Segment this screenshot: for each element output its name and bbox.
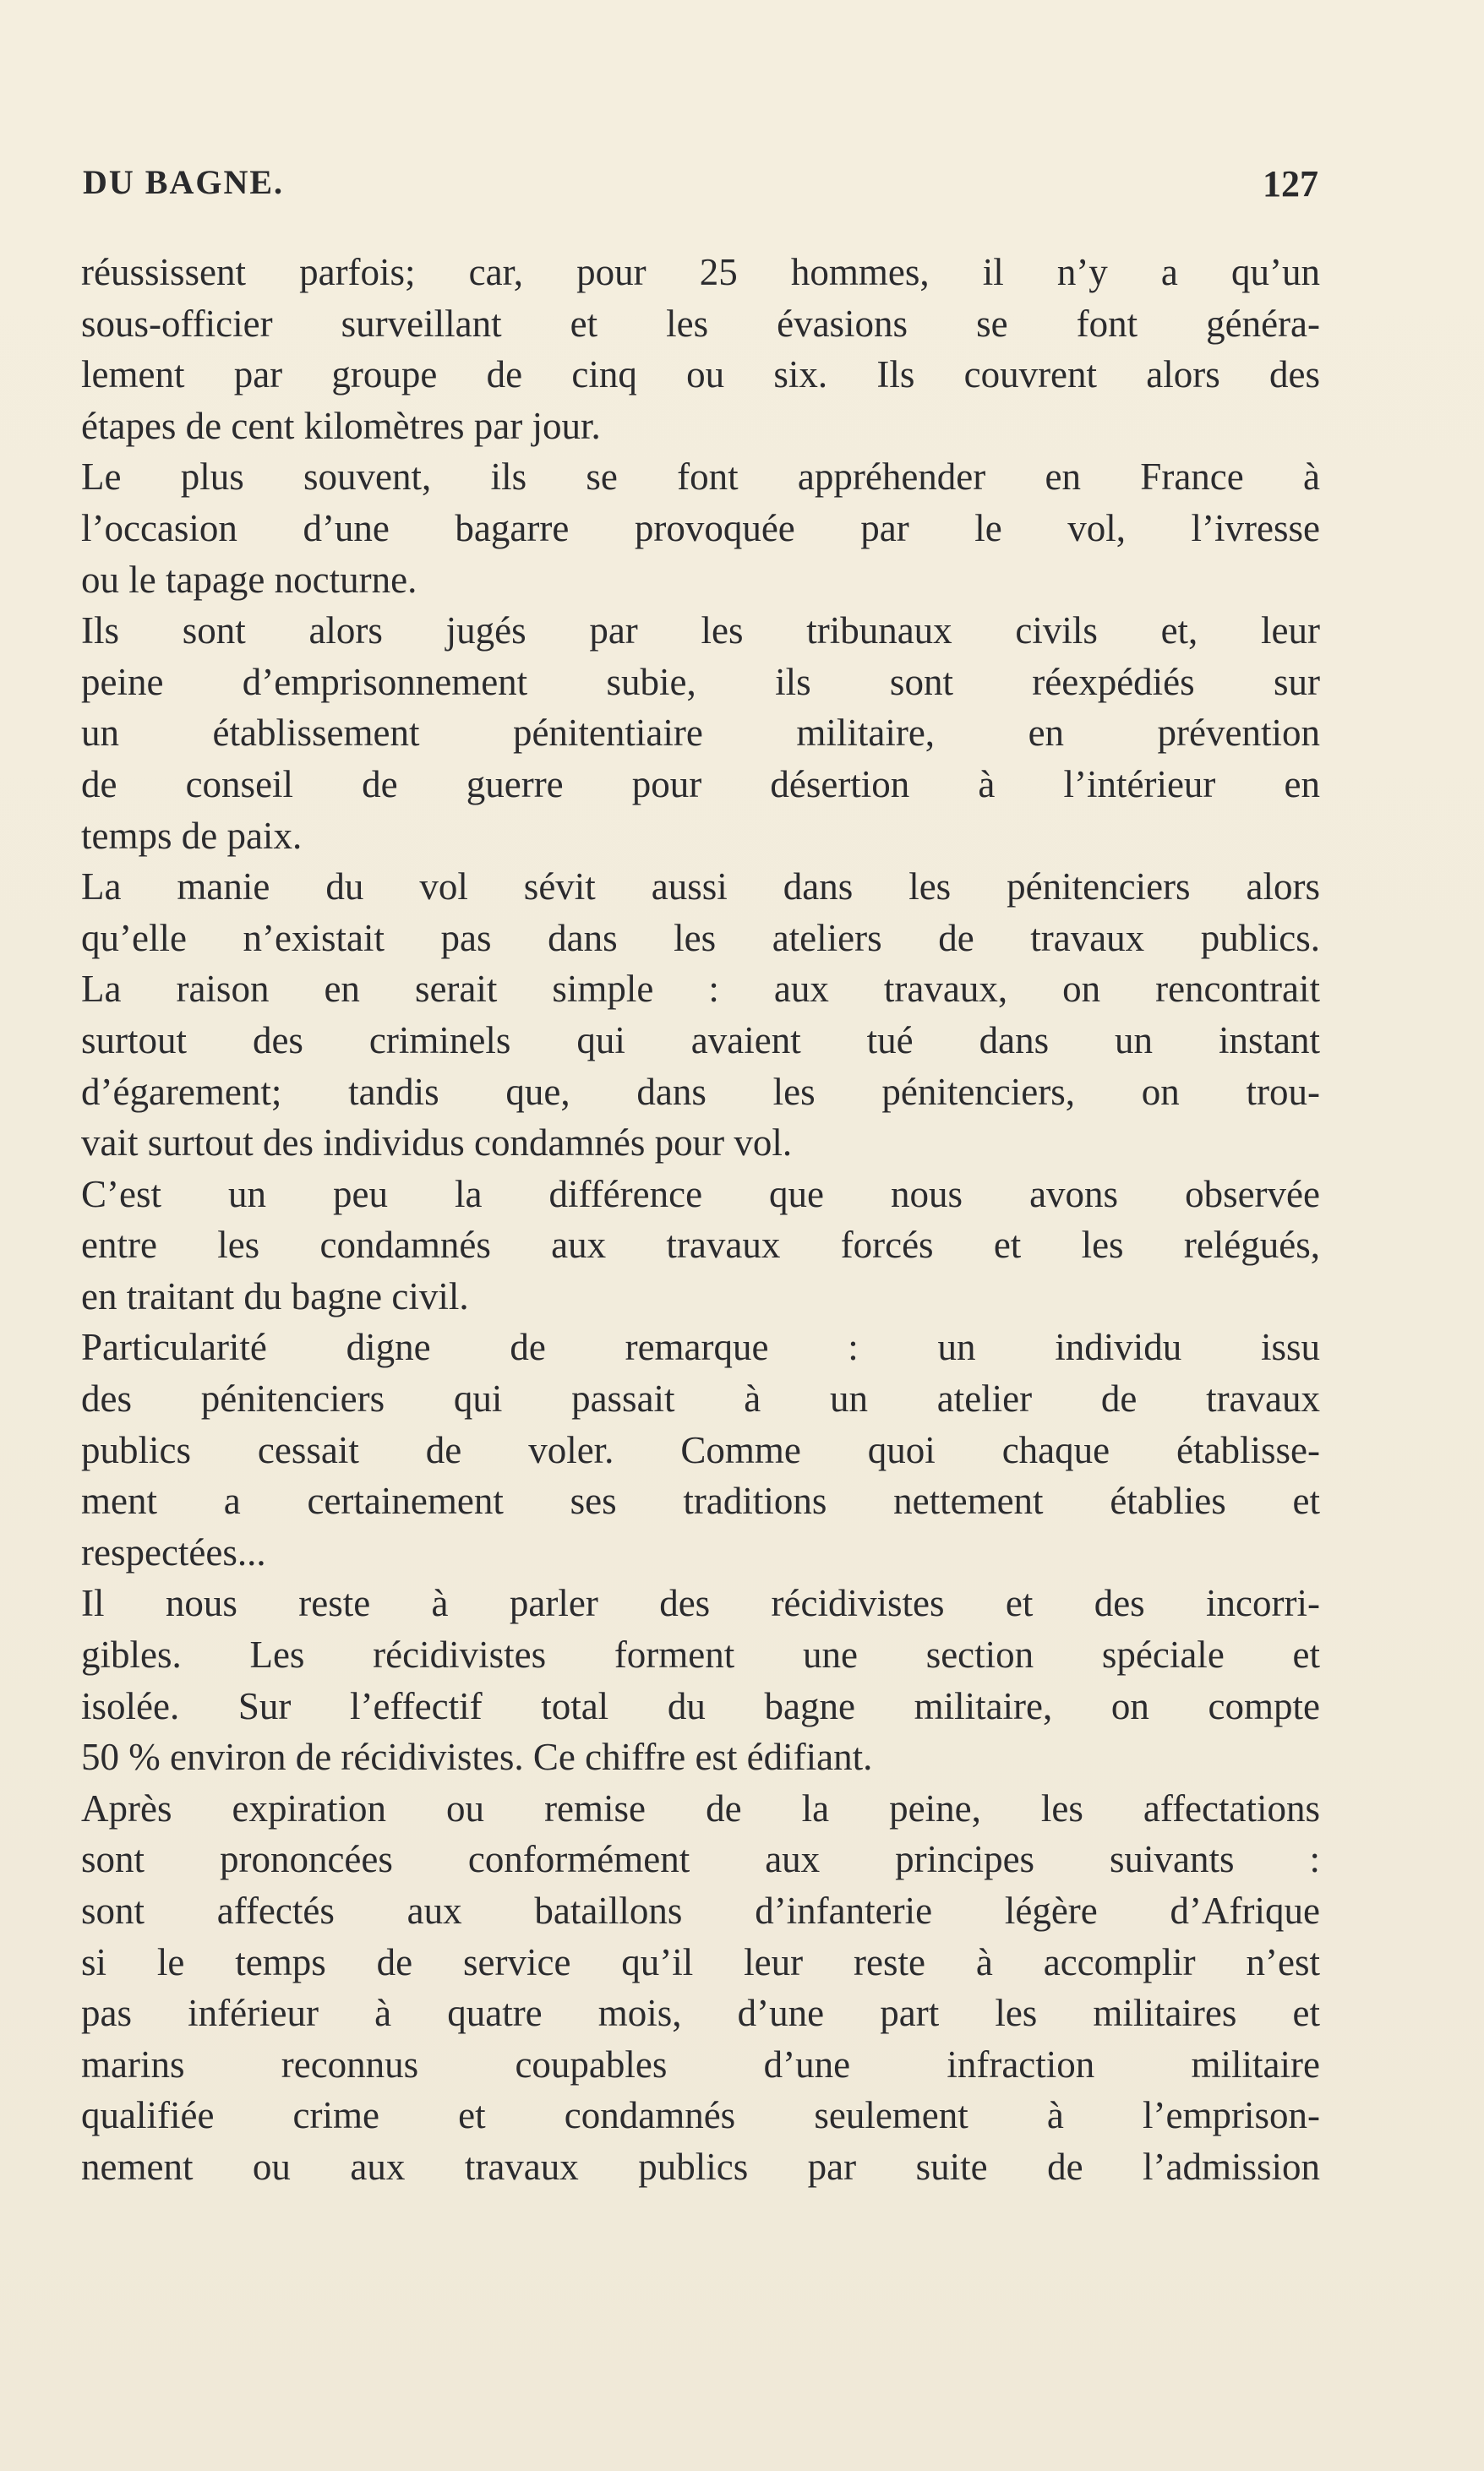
text-line: 50 % environ de récidivistes. Ce chiffre est édifiant. <box>81 1736 873 1779</box>
text-line: C’est un peu la différence que nous avons observée <box>81 1172 1320 1215</box>
text-line: des pénitenciers qui passait à un atelier de travaux <box>81 1377 1320 1421</box>
text-line: qualifiée crime et condamnés seulement à l’emprison- <box>81 2094 1320 2137</box>
page-header <box>83 162 1318 213</box>
text-line: étapes de cent kilomètres par jour. <box>81 404 601 447</box>
text-line: pas inférieur à quatre mois, d’une part les militaires et <box>81 1992 1320 2035</box>
body-text <box>81 247 1320 2193</box>
text-line: d’égarement; tandis que, dans les pénitenciers, on trou- <box>81 1070 1320 1113</box>
text-line: ou le tapage nocturne. <box>81 558 417 601</box>
text-line: Ils sont alors jugés par les tribunaux civils et, leur <box>81 609 1320 652</box>
text-line: La manie du vol sévit aussi dans les pénitenciers alors <box>81 865 1320 908</box>
page-number: 127 <box>1263 163 1318 205</box>
text-line: publics cessait de voler. Comme quoi chaque établisse- <box>81 1428 1320 1471</box>
text-line: nement ou aux travaux publics par suite de l’admission <box>81 2145 1320 2188</box>
text-line: ment a certainement ses traditions nettement établies et <box>81 1480 1320 1523</box>
text-line: Après expiration ou remise de la peine, les affectations <box>81 1786 1320 1830</box>
text-line: peine d’emprisonnement subie, ils sont réexpédiés sur <box>81 660 1320 703</box>
running-head: DU BAGNE. <box>83 163 285 201</box>
text-line: respectées... <box>81 1530 266 1574</box>
text-line: sont prononcées conformément aux principes suivants : <box>81 1838 1320 1881</box>
text-line: sous-officier surveillant et les évasions se font généra- <box>81 302 1320 345</box>
text-line: sont affectés aux bataillons d’infanterie légère d’Afrique <box>81 1890 1320 1932</box>
text-line: Le plus souvent, ils se font appréhender en France à <box>81 455 1320 499</box>
text-line: entre les condamnés aux travaux forcés et les relégués, <box>81 1224 1320 1267</box>
text-line: lement par groupe de cinq ou six. Ils couvrent alors des <box>81 353 1320 396</box>
text-line: La raison en serait simple : aux travaux, on rencontrait <box>81 968 1320 1011</box>
text-line: si le temps de service qu’il leur reste à accomplir n’est <box>81 1940 1320 1983</box>
text-line: temps de paix. <box>81 814 303 857</box>
text-line: qu’elle n’existait pas dans les ateliers de travaux publics. <box>81 916 1320 959</box>
text-line: surtout des criminels qui avaient tué dans un instant <box>81 1018 1320 1061</box>
text-line: gibles. Les récidivistes forment une section spéciale et <box>81 1634 1320 1677</box>
text-line: l’occasion d’une bagarre provoquée par le vol, l’ivresse <box>81 506 1320 549</box>
text-line: vait surtout des individus condamnés pour vol. <box>81 1121 793 1165</box>
text-line: un établissement pénitentiaire militaire, en prévention <box>81 712 1320 755</box>
text-line: réussissent parfois; car, pour 25 hommes, il n’y a qu’un <box>81 251 1320 293</box>
text-line: de conseil de guerre pour désertion à l’intérieur en <box>81 762 1320 805</box>
text-line: Particularité digne de remarque : un individu issu <box>81 1326 1320 1369</box>
text-line: isolée. Sur l’effectif total du bagne militaire, on compte <box>81 1684 1320 1727</box>
text-line: marins reconnus coupables d’une infraction militaire <box>81 2043 1320 2086</box>
text-line: Il nous reste à parler des récidivistes et des incorri- <box>81 1582 1320 1625</box>
text-line: en traitant du bagne civil. <box>81 1274 469 1317</box>
